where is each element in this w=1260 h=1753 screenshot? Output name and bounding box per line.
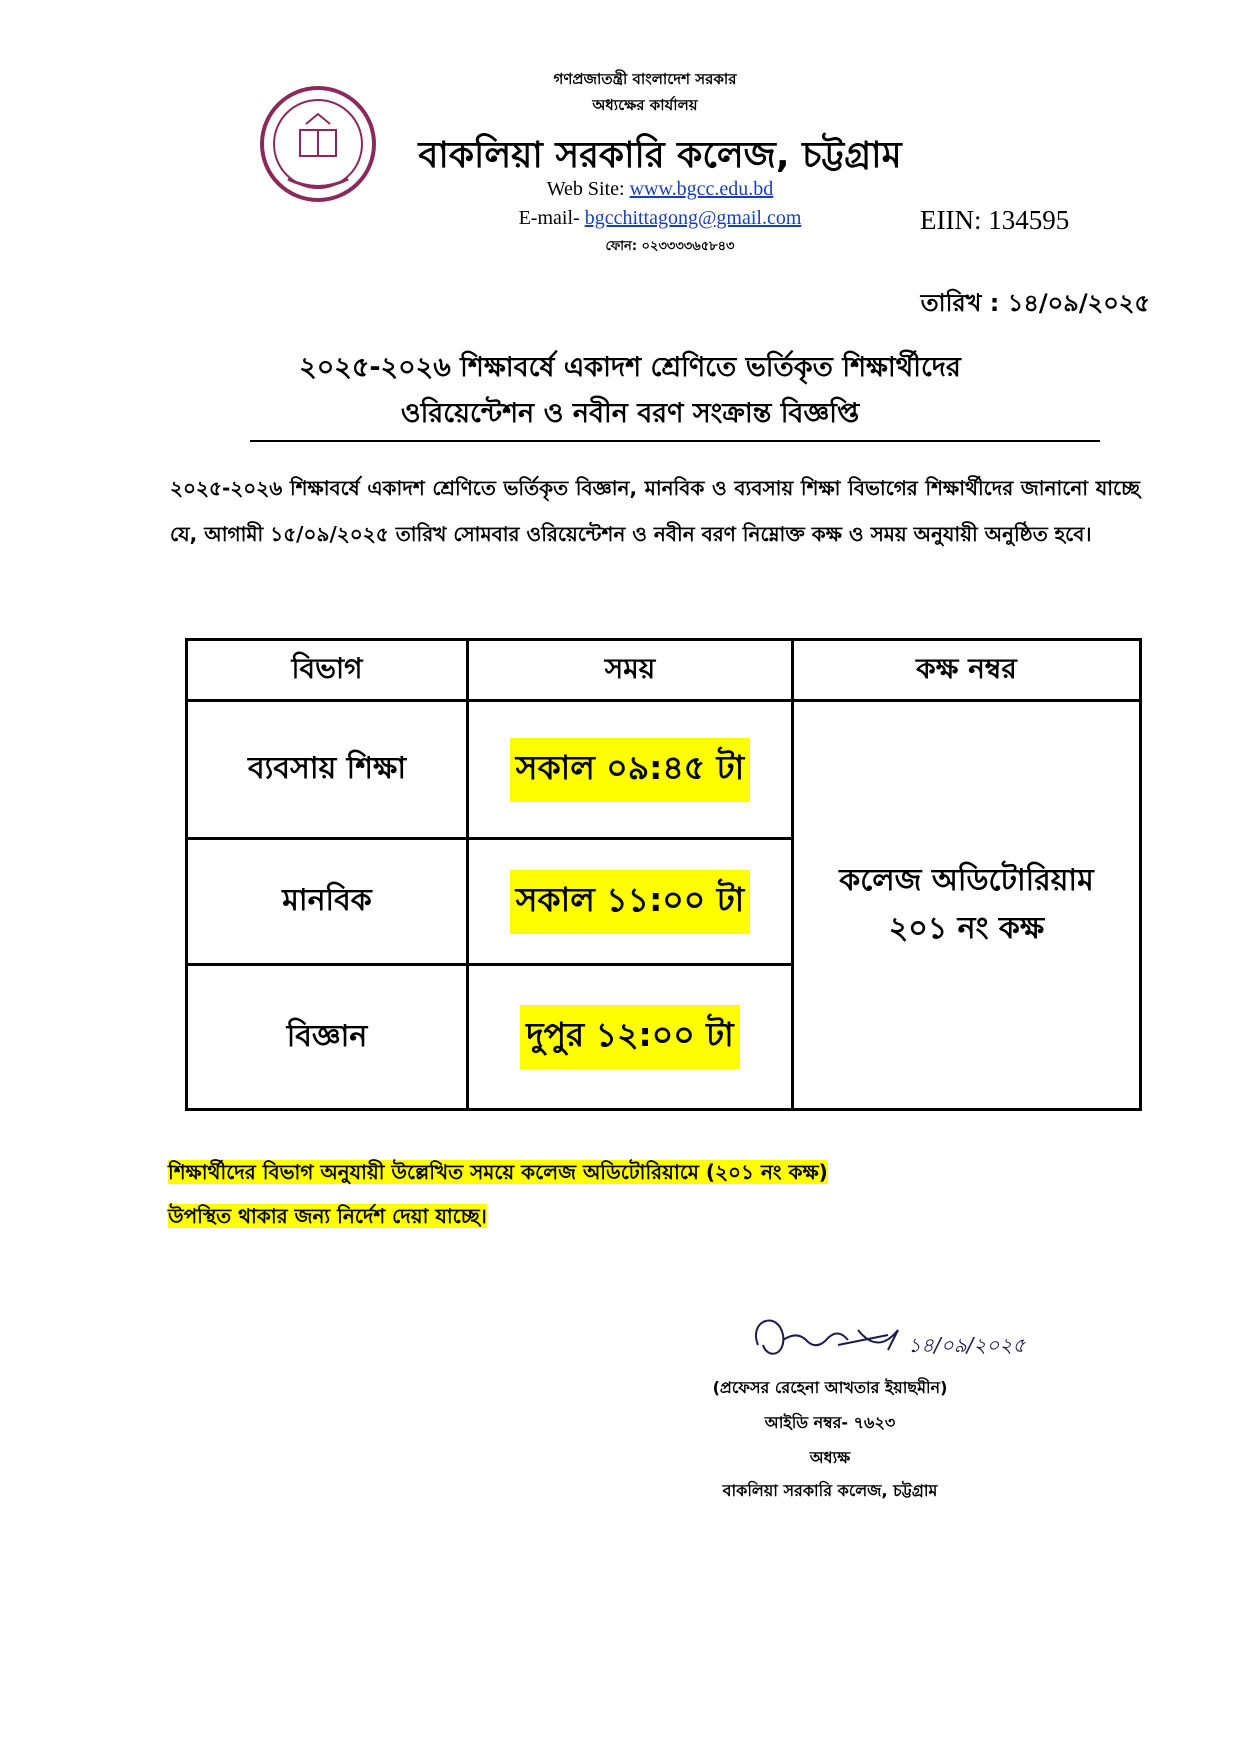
header-room: কক্ষ নম্বর xyxy=(793,640,1141,701)
room-cell xyxy=(793,701,1141,1110)
college-name: বাকলিয়া সরকারি কলেজ, চট্টগ্রাম xyxy=(418,135,902,176)
department-cell: বিজ্ঞান xyxy=(187,965,468,1110)
phone-number: ফোন: ০২৩৩৩৩৬৫৮৪৩ xyxy=(605,239,735,254)
department-cell: ব্যবসায় শিক্ষা xyxy=(187,701,468,839)
department-cell: মানবিক xyxy=(187,839,468,965)
instruction-text xyxy=(168,1150,1143,1238)
government-heading: গণপ্রজাতন্ত্রী বাংলাদেশ সরকার xyxy=(553,70,737,88)
eiin-number: EIIN: 134595 xyxy=(920,205,1070,235)
subject-line-2: ওরিয়েন্টেশন ও নবীন বরণ সংক্রান্ত বিজ্ঞপ্তি xyxy=(400,398,860,429)
signer-id: আইডি নম্বর- ৭৬২৩ xyxy=(764,1413,896,1432)
signer-title: অধ্যক্ষ xyxy=(809,1448,851,1467)
instruction-line-2: উপস্থিত থাকার জন্য নির্দেশ দেয়া যাচ্ছে। xyxy=(168,1204,487,1228)
website-row xyxy=(470,178,850,201)
signer-name: (প্রফেসর রেহেনা আখতার ইয়াছমীন) xyxy=(712,1378,948,1397)
time-value: সকাল ০৯:৪৫ টা xyxy=(510,738,750,802)
room-line-1: কলেজ অডিটোরিয়াম xyxy=(839,863,1094,898)
signature-date: ১৪/০৯/২০২৫ xyxy=(908,1333,1026,1357)
office-heading: অধ্যক্ষের কার্যালয় xyxy=(592,96,698,114)
notice-date: তারিখ : ১৪/০৯/২০২৫ xyxy=(920,289,1150,317)
table-header-row xyxy=(187,640,1141,701)
header-department: বিভাগ xyxy=(187,640,468,701)
time-cell xyxy=(468,839,793,965)
time-value: দুপুর ১২:০০ টা xyxy=(520,1005,739,1069)
subject-line-1: ২০২৫-২০২৬ শিক্ষাবর্ষে একাদশ শ্রেণিতে ভর্তিকৃত শিক্ষার্থীদের xyxy=(299,352,961,383)
room-line-2: ২০১ নং কক্ষ xyxy=(888,911,1045,946)
email-label: E-mail- xyxy=(518,207,580,229)
table-row xyxy=(187,701,1141,839)
schedule-table xyxy=(185,638,1142,1111)
subject-underline xyxy=(250,440,1100,442)
notice-body: ২০২৫-২০২৬ শিক্ষাবর্ষে একাদশ শ্রেণিতে ভর্তিকৃত বিজ্ঞান, মানবিক ও ব্যবসায় শিক্ষা বিভাগের শিক্ষার্থীদের জানানো যাচ্ছে যে, আগামী ১৫/০৯/২০২৫ তারিখ সোমবার ওরিয়েন্টেশন ও নবীন বরণ নিম্নোক্ত কক্ষ ও সময় অনুযায়ী অনুষ্ঠিত হবে। xyxy=(170,476,1140,546)
instruction-line-1: শিক্ষার্থীদের বিভাগ অনুযায়ী উল্লেখিত সময়ে কলেজ অডিটোরিয়ামে (২০১ নং কক্ষ) xyxy=(168,1160,828,1184)
header-time: সময় xyxy=(468,640,793,701)
website-label: Web Site: xyxy=(546,178,625,200)
email-link[interactable]: bgcchittagong@gmail.com xyxy=(584,207,802,229)
notice-subject xyxy=(200,345,1060,437)
time-cell xyxy=(468,965,793,1110)
signer-college: বাকলিয়া সরকারি কলেজ, চট্টগ্রাম xyxy=(722,1481,938,1500)
handwritten-signature xyxy=(738,1300,1138,1380)
email-row xyxy=(440,207,880,230)
time-cell xyxy=(468,701,793,839)
college-seal-logo xyxy=(258,84,378,204)
time-value: সকাল ১১:০০ টা xyxy=(510,870,751,934)
website-link[interactable]: www.bgcc.edu.bd xyxy=(629,178,774,200)
